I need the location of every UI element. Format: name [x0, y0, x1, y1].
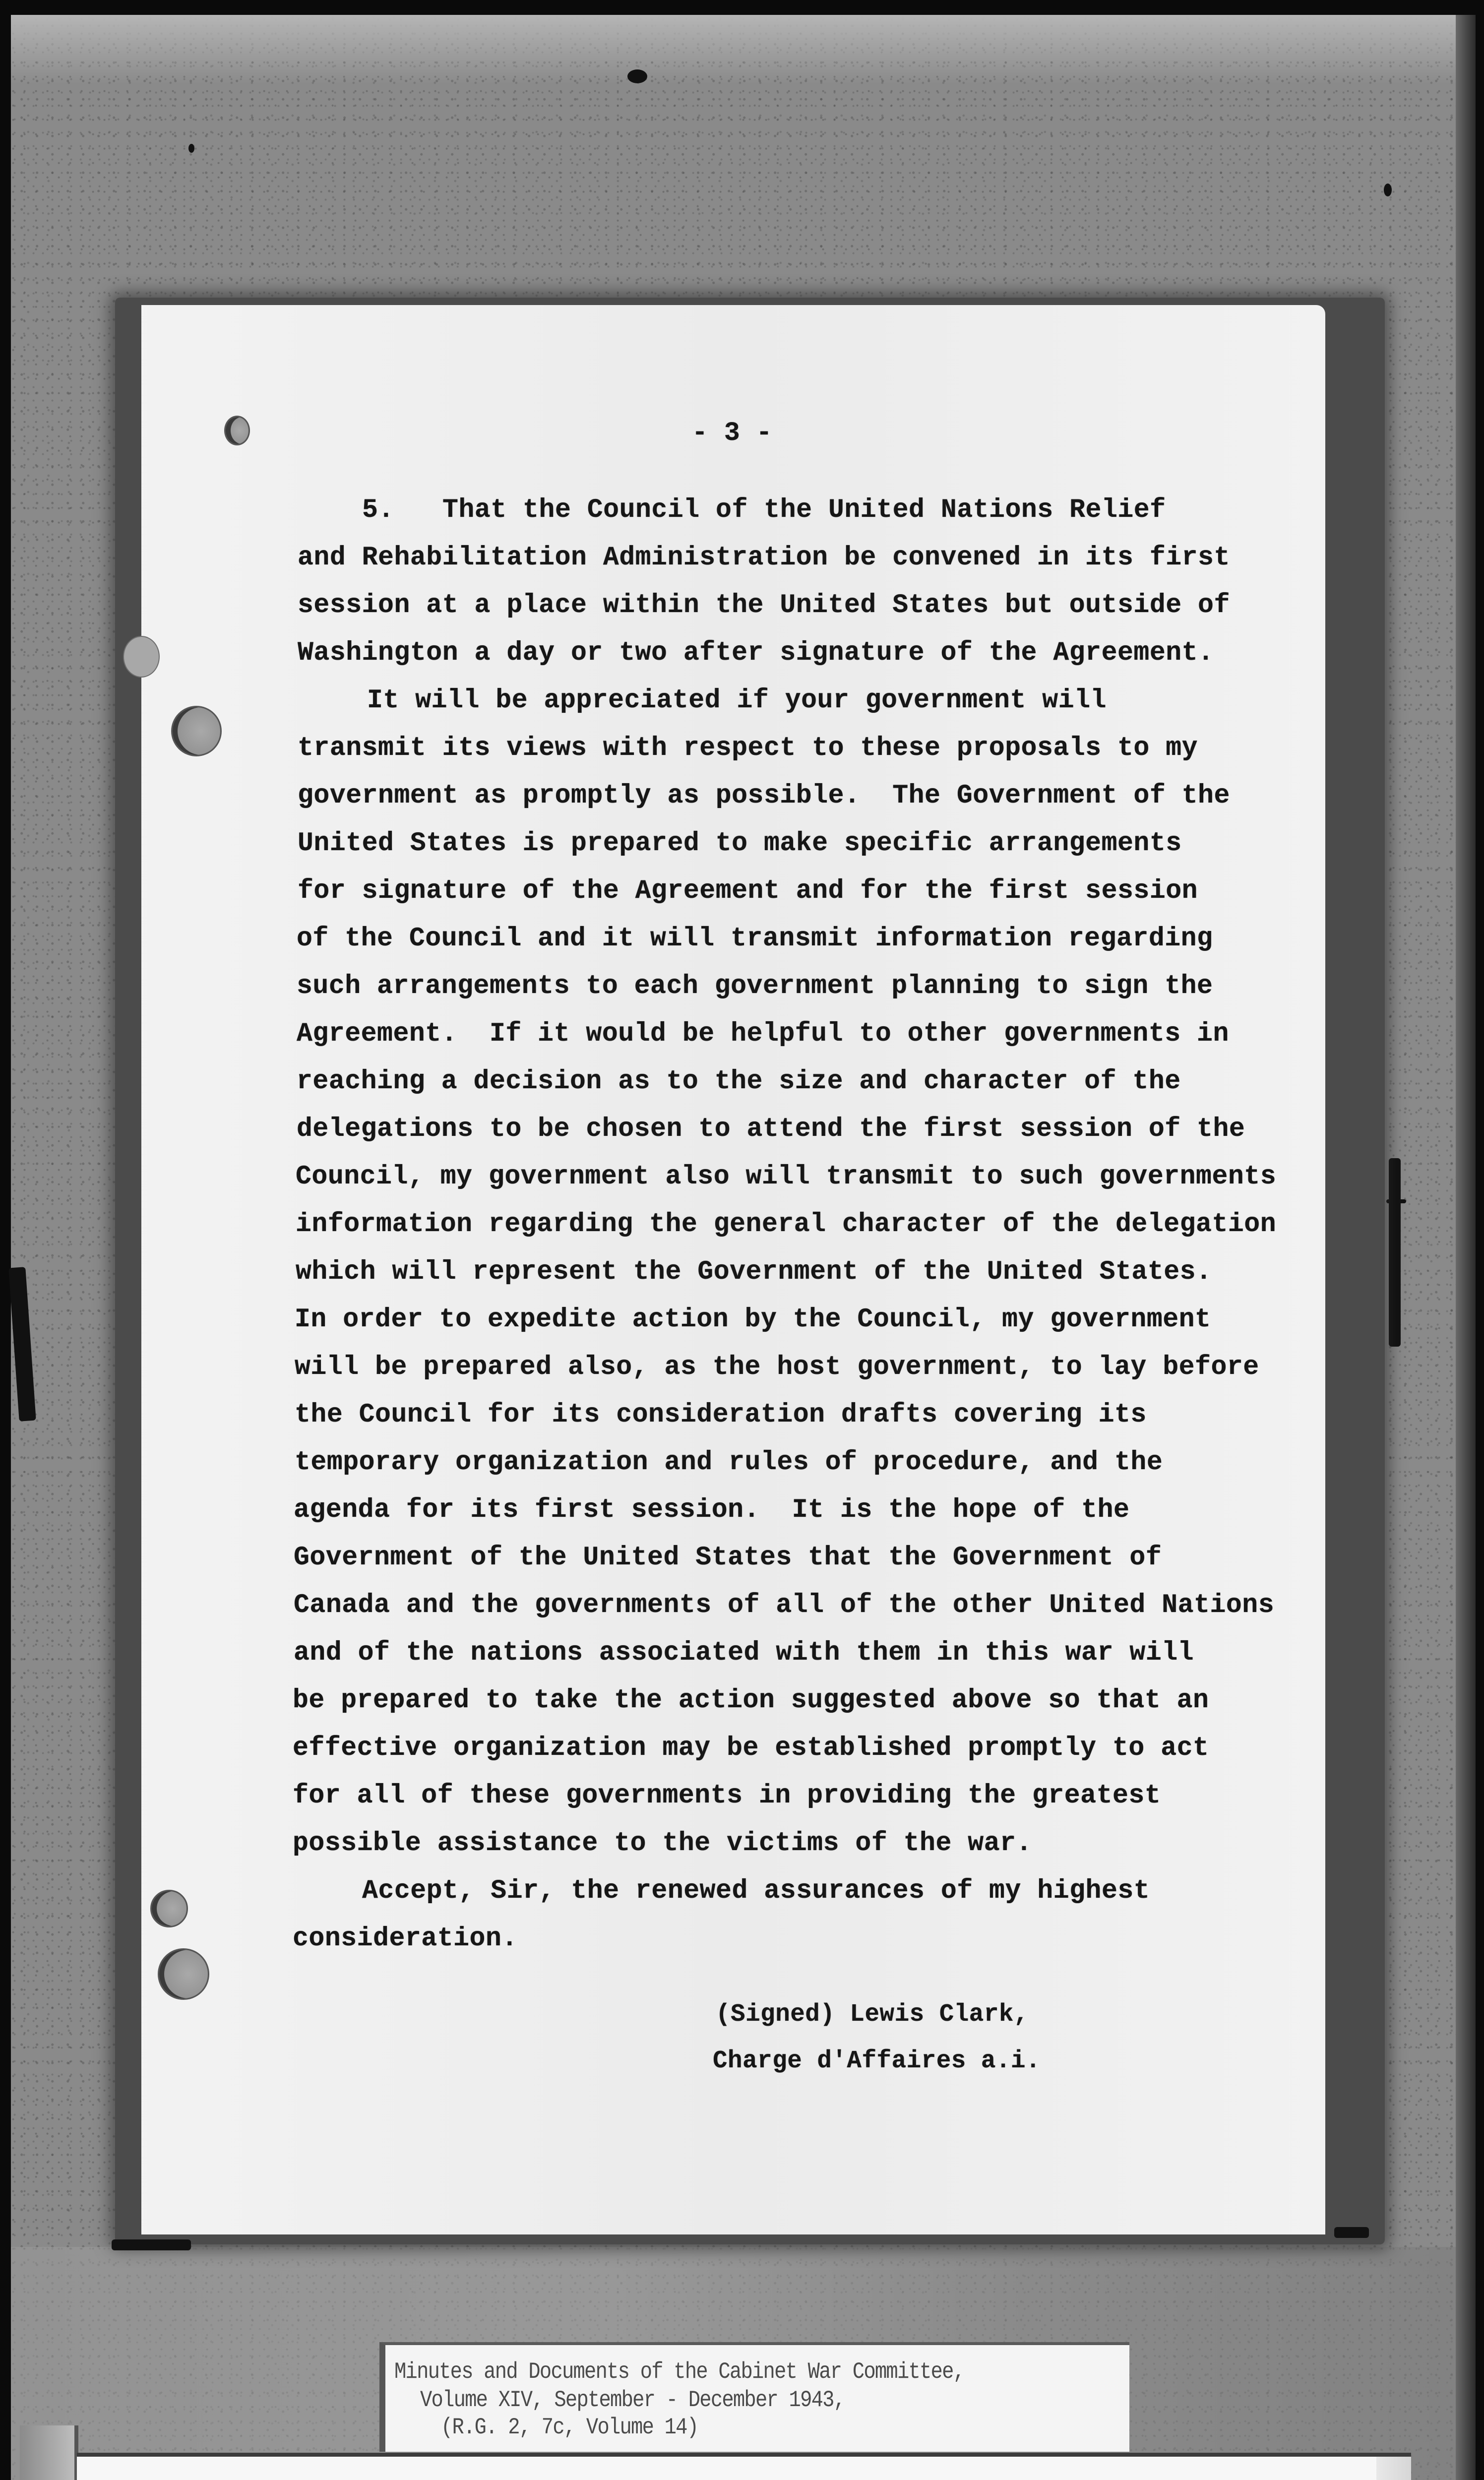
body-line: Accept, Sir, the renewed assurances of my highest [362, 1876, 1150, 1906]
punch-hole [224, 416, 250, 445]
margin-ink-mark-right [1389, 1158, 1401, 1347]
body-line: for all of these governments in providing the greatest [293, 1781, 1161, 1811]
body-line: and Rehabilitation Administration be convened in its first [298, 543, 1230, 573]
body-line: Washington a day or two after signature of the Agreement. [298, 638, 1214, 668]
body-line: be prepared to take the action suggested above so that an [293, 1685, 1209, 1716]
archives-card [77, 2453, 1411, 2480]
body-line: which will represent the Government of the United States. [296, 1257, 1212, 1287]
signature-line: (Signed) Lewis Clark, [716, 2000, 1029, 2029]
body-line: and of the nations associated with them in this war will [294, 1638, 1194, 1668]
archive-card-tab [20, 2425, 78, 2480]
document-page [141, 305, 1325, 2234]
body-line: information regarding the general character of the delegation [296, 1209, 1277, 1240]
reference-label-line: (R.G. 2, 7c, Volume 14) [441, 2415, 698, 2440]
punch-hole [171, 706, 222, 756]
body-line: Government of the United States that the Government of [294, 1543, 1162, 1573]
body-line: possible assistance to the victims of the war. [293, 1828, 1032, 1859]
body-line: for signature of the Agreement and for the first session [298, 876, 1198, 906]
body-line: It will be appreciated if your government will [367, 685, 1107, 716]
margin-ink-tick-right [1386, 1199, 1406, 1203]
body-line: Agreement. If it would be helpful to other governments in [297, 1019, 1229, 1049]
body-line: will be prepared also, as the host government, to lay before [295, 1352, 1259, 1382]
body-line: United States is prepared to make specific arrangements [298, 828, 1182, 859]
body-line: of the Council and it will transmit information regarding [297, 924, 1213, 954]
background-speck [627, 69, 647, 83]
film-edge-right [1456, 15, 1476, 2480]
body-line: government as promptly as possible. The Government of the [298, 781, 1230, 811]
reference-label [379, 2342, 1129, 2452]
body-line: delegations to be chosen to attend the first session of the [297, 1114, 1245, 1144]
punch-hole [158, 1948, 209, 2000]
archives-card-edge [1376, 2457, 1411, 2480]
page-number: - 3 - [692, 418, 773, 448]
body-line: Canada and the governments of all of the other United Nations [294, 1590, 1275, 1620]
body-line: Council, my government also will transmit to such governments [296, 1162, 1277, 1192]
body-line: temporary organization and rules of procedure, and the [295, 1447, 1163, 1478]
body-line: session at a place within the United States but outside of [298, 590, 1230, 620]
punch-hole [150, 1890, 188, 1927]
body-line: such arrangements to each government planning to sign the [297, 971, 1213, 1001]
paper-clip-mark-left [112, 2239, 191, 2250]
signatory-title: Charge d'Affaires a.i. [713, 2047, 1041, 2075]
reference-label-line: Minutes and Documents of the Cabinet War Committee, [394, 2359, 965, 2385]
body-line: the Council for its consideration drafts covering its [295, 1400, 1147, 1430]
body-line: 5. That the Council of the United Nations Relief [362, 495, 1166, 525]
body-line: In order to expedite action by the Council, my government [295, 1304, 1211, 1335]
body-line: consideration. [293, 1923, 518, 1954]
torn-punch-hole [123, 636, 160, 678]
background-speck [188, 144, 194, 153]
body-line: agenda for its first session. It is the hope of the [294, 1495, 1130, 1525]
background-speck [1384, 184, 1392, 196]
background-top-edge [11, 15, 1473, 84]
body-line: transmit its views with respect to these proposals to my [298, 733, 1198, 763]
body-line: reaching a decision as to the size and character of the [297, 1066, 1181, 1097]
paper-clip-mark-right [1334, 2227, 1369, 2238]
reference-label-line: Volume XIV, September - December 1943, [420, 2387, 845, 2413]
body-line: effective organization may be established promptly to act [293, 1733, 1209, 1763]
